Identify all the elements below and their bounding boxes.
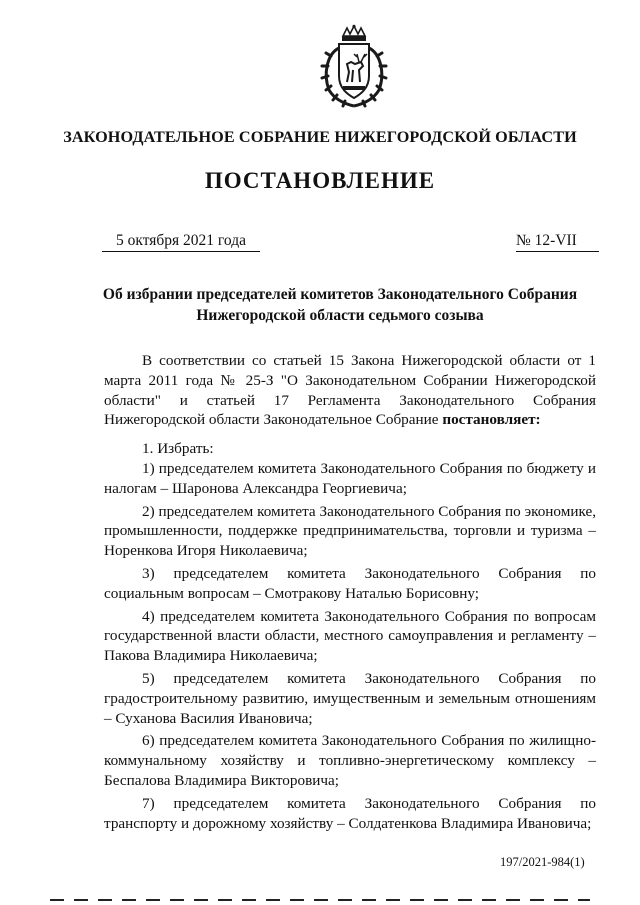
list-item: 6) председателем комитета Законодательного Собрания по жилищно-коммунальному хозяйству и топливно-энергетическому комплексу – Беспалова Владимира Викторовича;	[104, 732, 596, 789]
document-code: 197/2021-984(1)	[500, 855, 585, 869]
list-item: 3) председателем комитета Законодательного Собрания по социальным вопросам – Смотракову Наталью Борисовну;	[104, 564, 596, 602]
list-item: 5) председателем комитета Законодательного Собрания по градостроительному развитию, имущественным и земельным отношениям – Суханова Василия Ивановича;	[104, 669, 596, 727]
document-type: ПОСТАНОВЛЕНИЕ	[204, 168, 436, 193]
list-item: 1) председателем комитета Законодательного Собрания по бюджету и налогам – Шаронова Александра Георгиевича;	[104, 459, 596, 497]
document-date: 5 октября 2021 года	[102, 232, 260, 252]
document-subject	[60, 284, 620, 326]
preamble-text: В соответствии со статьей 15 Закона Нижегородской области от 1 марта 2011 года № 25-З "О Законодательном Собрании Нижегородской области" и статьей 17 Регламента Законодательного Собрания Нижегородской области Законодательное Собрание	[104, 352, 596, 429]
scan-edge-divider	[50, 898, 590, 902]
document-number: № 12-VII	[516, 232, 599, 252]
preamble-paragraph	[104, 351, 596, 430]
preamble-verb: постановляет:	[442, 411, 541, 429]
subject-line-1: Об избрании председателей комитетов Законодательного Собрания	[102, 286, 578, 303]
list-item: 7) председателем комитета Законодательного Собрания по транспорту и дорожному хозяйству – Солдатенкова Владимира Ивановича;	[104, 794, 596, 832]
list-item: 2) председателем комитета Законодательного Собрания по экономике, промышленности, поддержке предпринимательства, торговли и туризма – Норенкова Игоря Николаевича;	[104, 502, 596, 560]
item-intro: 1. Избрать:	[142, 440, 214, 458]
list-item: 4) председателем комитета Законодательного Собрания по вопросам государственной власти области, местного самоуправления и регламенту – Пакова Владимира Николаевича;	[104, 607, 596, 665]
subject-line-2: Нижегородской области седьмого созыва	[196, 307, 484, 324]
organization-name: ЗАКОНОДАТЕЛЬНОЕ СОБРАНИЕ НИЖЕГОРОДСКОЙ ОБЛАСТИ	[63, 128, 577, 146]
document-body	[104, 351, 596, 836]
coat-of-arms-icon	[319, 24, 389, 108]
